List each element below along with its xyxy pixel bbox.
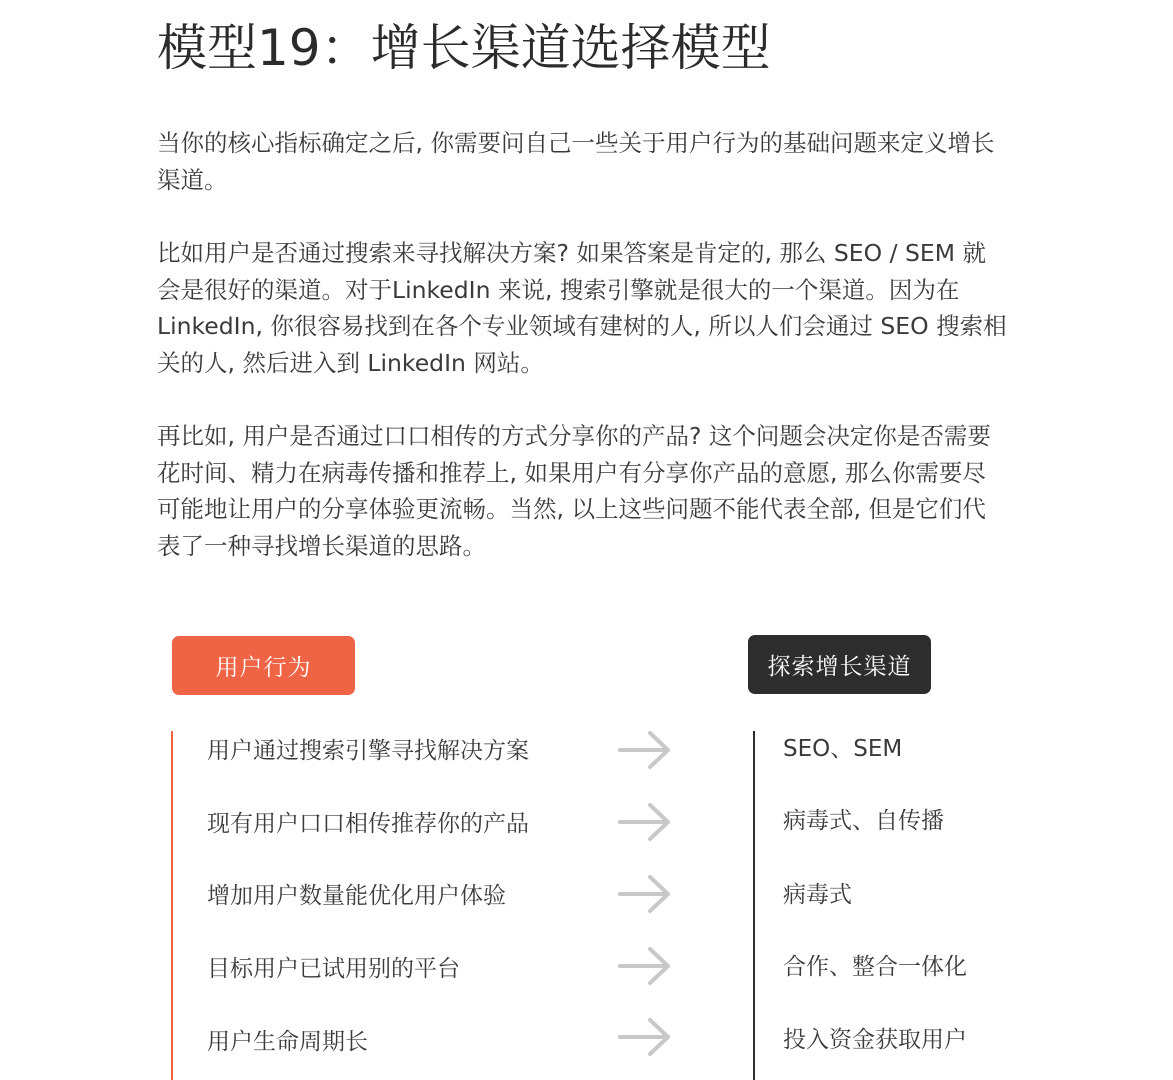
user-behavior-header: 用户行为 <box>172 636 355 695</box>
paragraph-line: 当你的核心指标确定之后, 你需要问自己一些关于用户行为的基础问题来定义增长 <box>157 129 995 157</box>
behavior-item: 用户通过搜索引擎寻找解决方案 <box>207 738 529 764</box>
intro-paragraph <box>157 125 1017 198</box>
channel-item: 合作、整合一体化 <box>783 954 967 980</box>
right-arrow-icon <box>617 946 673 986</box>
paragraph-line: 再比如, 用户是否通过口口相传的方式分享你的产品? 这个问题会决定你是否需要 <box>157 422 991 450</box>
paragraph-line: 比如用户是否通过搜索来寻找解决方案? 如果答案是肯定的, 那么 SEO / SEM 就 <box>157 239 986 267</box>
behavior-item: 目标用户已试用别的平台 <box>207 956 460 982</box>
right-arrow-icon <box>617 802 673 842</box>
paragraph-line: LinkedIn, 你很容易找到在各个专业领域有建树的人, 所以人们会通过 SEO 搜索相 <box>157 312 1007 340</box>
channel-item: 病毒式 <box>783 882 852 908</box>
right-arrow-icon <box>617 1017 673 1057</box>
growth-channel-header: 探索增长渠道 <box>748 635 931 694</box>
search-example-paragraph <box>157 235 1017 381</box>
channel-item: SEO、SEM <box>783 736 903 762</box>
paragraph-line: 渠道。 <box>157 165 228 194</box>
channel-item: 病毒式、自传播 <box>783 808 944 834</box>
paragraph-line: 花时间、精力在病毒传播和推荐上, 如果用户有分享你产品的意愿, 那么你需要尽 <box>157 458 986 487</box>
paragraph-line: 关的人, 然后进入到 LinkedIn 网站。 <box>157 348 544 377</box>
paragraph-line: 表了一种寻找增长渠道的思路。 <box>157 531 486 560</box>
paragraph-line: 可能地让用户的分享体验更流畅。当然, 以上这些问题不能代表全部, 但是它们代 <box>157 495 986 523</box>
right-arrow-icon <box>617 730 673 770</box>
word-of-mouth-paragraph <box>157 418 1017 564</box>
behavior-item: 用户生命周期长 <box>207 1029 368 1055</box>
page-title: 模型19：增长渠道选择模型 <box>157 19 771 77</box>
channel-column-rule <box>753 731 755 1080</box>
behavior-item: 现有用户口口相传推荐你的产品 <box>207 811 529 837</box>
channel-item: 投入资金获取用户 <box>783 1027 967 1053</box>
right-arrow-icon <box>617 874 673 914</box>
behavior-column-rule <box>171 731 173 1080</box>
paragraph-line: 会是很好的渠道。对于LinkedIn 来说, 搜索引擎就是很大的一个渠道。因为在 <box>157 275 960 304</box>
behavior-item: 增加用户数量能优化用户体验 <box>207 883 506 909</box>
